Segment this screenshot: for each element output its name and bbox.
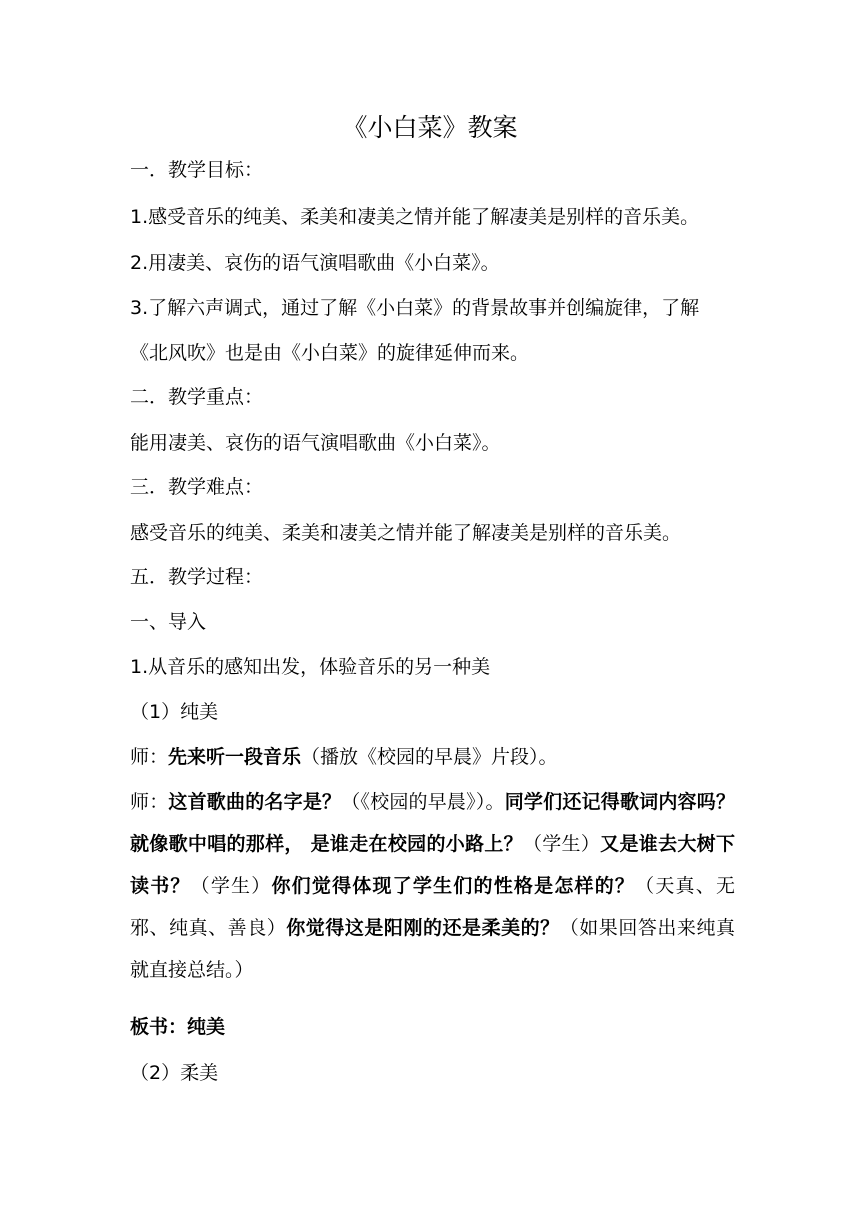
teacher-speech: 先来听一段音乐 xyxy=(168,746,302,768)
objective-1: 1.感受音乐的纯美、柔美和凄美之情并能了解凄美是别样的音乐美。 xyxy=(130,206,700,228)
intro-heading: 一、导入 xyxy=(130,611,207,633)
speaker-label: 师： xyxy=(130,746,169,768)
objective-2: 2.用凄美、哀伤的语气演唱歌曲《小白菜》。 xyxy=(130,252,500,274)
teacher-question: 同学们还记得歌词内容吗？就像歌中唱的那样， 是谁走在校园的小路上？ xyxy=(130,791,735,855)
stage-note: （播放《校园的早晨》片段）。 xyxy=(301,746,558,768)
answer-note: （如果回答出来纯真就直接总结。） xyxy=(130,917,735,981)
intro-point-1: 1.从音乐的感知出发，体验音乐的另一种美 xyxy=(130,656,491,678)
speaker-label: 师： xyxy=(130,791,169,813)
board-note: 板书：纯美 xyxy=(130,1016,226,1038)
difficulty-text: 感受音乐的纯美、柔美和凄美之情并能了解凄美是别样的音乐美。 xyxy=(130,522,682,544)
sub-heading-soft-beauty: （2）柔美 xyxy=(130,1062,219,1084)
answer-note: （学生） xyxy=(190,875,272,897)
objectives-heading: 一．教学目标： xyxy=(130,159,264,181)
teacher-question: 你觉得这是阳刚的还是柔美的？ xyxy=(286,917,560,939)
teacher-question: 你们觉得体现了学生们的性格是怎样的？ xyxy=(271,875,636,897)
process-heading: 五．教学过程： xyxy=(130,566,264,588)
teacher-question: 又是谁去大树下读书？ xyxy=(130,833,735,897)
objective-3-line-1: 3.了解六声调式，通过了解《小白菜》的背景故事并创编旋律，了解 xyxy=(130,297,700,319)
objective-3-line-2: 《北风吹》也是由《小白菜》的旋律延伸而来。 xyxy=(130,342,530,364)
answer-note: （《校园的早晨》）。 xyxy=(341,791,505,813)
difficulty-heading: 三．教学难点： xyxy=(130,476,264,498)
teacher-line-1 xyxy=(130,736,735,778)
key-points-text: 能用凄美、哀伤的语气演唱歌曲《小白菜》。 xyxy=(130,432,501,454)
document-title: 《小白菜》教案 xyxy=(342,113,518,142)
answer-note: （天真、无邪、纯真、善良） xyxy=(130,875,735,939)
teacher-question: 这首歌曲的名字是？ xyxy=(168,791,342,813)
teacher-dialogue-paragraph xyxy=(130,781,735,991)
key-points-heading: 二．教学重点： xyxy=(130,386,264,408)
sub-heading-pure-beauty: （1）纯美 xyxy=(130,701,219,723)
answer-note: （学生） xyxy=(522,833,601,855)
